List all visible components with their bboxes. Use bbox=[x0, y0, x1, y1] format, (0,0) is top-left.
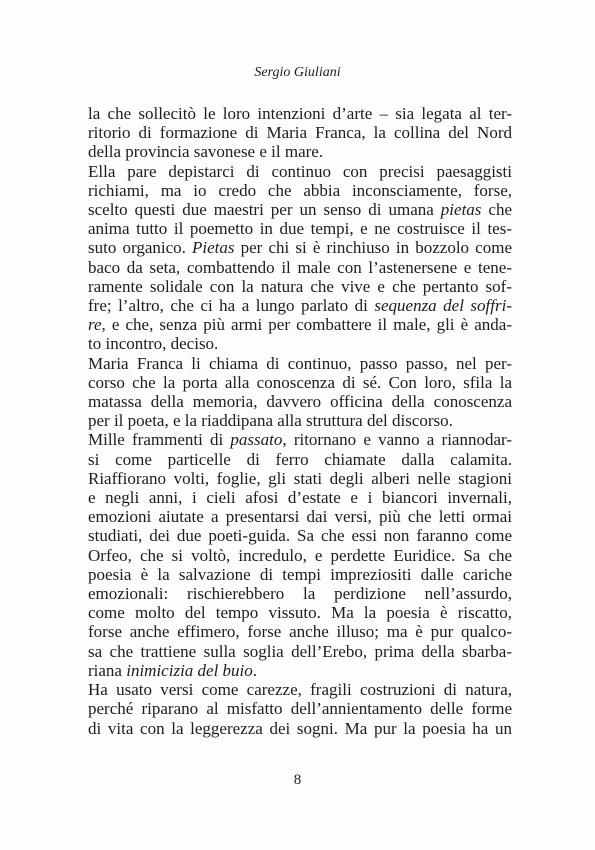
text-line bbox=[88, 238, 512, 257]
text-segment: emozioni aiutate a presentarsi dai versi, più che letti ormai bbox=[88, 507, 512, 527]
text-segment: suto organico. bbox=[88, 238, 193, 258]
text-segment: per chi si è rinchiuso in bozzolo come bbox=[234, 238, 512, 258]
text-line bbox=[88, 411, 512, 430]
text-line bbox=[88, 526, 512, 545]
text-line bbox=[88, 661, 512, 680]
italic-text: sequenza del soffri- bbox=[374, 296, 512, 316]
italic-text: inimicizia del buio bbox=[126, 660, 253, 680]
text-line bbox=[88, 354, 512, 373]
text-line bbox=[88, 104, 512, 123]
text-line bbox=[88, 507, 512, 526]
text-line bbox=[88, 200, 512, 219]
text-line bbox=[88, 469, 512, 488]
italic-text: Pietas bbox=[192, 238, 235, 258]
text-segment: baco da seta, combattendo il male con l’astenersene e tene- bbox=[88, 257, 512, 277]
text-line bbox=[88, 219, 512, 238]
text-line bbox=[88, 162, 512, 181]
text-segment: poesia è la salvazione di tempi impreziositi dalle cariche bbox=[88, 564, 512, 584]
text-line bbox=[88, 565, 512, 584]
text-segment: Mille frammenti di bbox=[88, 430, 231, 450]
text-segment: ritorio di formazione di Maria Franca, la collina del Nord bbox=[88, 123, 512, 143]
text-segment: Ha usato versi come carezze, fragili costruzioni di natura, bbox=[88, 680, 512, 700]
text-segment: che bbox=[481, 200, 512, 220]
text-segment: perché riparano al misfatto dell’annientamento delle forme bbox=[88, 699, 512, 719]
text-line bbox=[88, 603, 512, 622]
text-segment: la che sollecitò le loro intenzioni d’arte – sia legata al ter- bbox=[88, 104, 512, 123]
paragraph bbox=[88, 104, 512, 162]
text-line bbox=[88, 315, 512, 334]
text-segment: come molto del tempo vissuto. Ma la poesia è riscatto, bbox=[88, 603, 512, 623]
text-segment: Orfeo, che si voltò, incredulo, e perdette Euridice. Sa che bbox=[88, 545, 512, 565]
text-segment: emozionali: rischierebbero la perdizione nell’assurdo, bbox=[88, 584, 512, 604]
text-line bbox=[88, 430, 512, 449]
text-segment: della provincia savonese e il mare. bbox=[88, 142, 324, 162]
text-segment: . bbox=[252, 660, 258, 680]
text-line bbox=[88, 296, 512, 315]
text-line bbox=[88, 277, 512, 296]
text-line bbox=[88, 181, 512, 200]
body-text bbox=[88, 104, 512, 738]
page-number: 8 bbox=[293, 772, 302, 788]
text-segment: riana bbox=[88, 660, 127, 680]
text-line bbox=[88, 699, 512, 718]
text-segment: e negli anni, i cieli afosi d’estate e i biancori invernali, bbox=[88, 488, 512, 508]
text-segment: fre; l’altro, che ci ha a lungo parlato di bbox=[88, 296, 375, 316]
running-head: Sergio Giuliani bbox=[254, 65, 341, 80]
text-line bbox=[88, 642, 512, 661]
italic-text: passato bbox=[230, 430, 283, 450]
text-line bbox=[88, 680, 512, 699]
text-segment: to incontro, deciso. bbox=[88, 334, 219, 354]
text-segment: di vita con la leggerezza dei sogni. Ma pur la poesia ha un bbox=[88, 718, 512, 738]
text-segment: studiati, dei due poeti-guida. Sa che essi non faranno come bbox=[88, 526, 512, 546]
text-line bbox=[88, 719, 512, 738]
text-line bbox=[88, 334, 512, 353]
text-segment: Ella pare depistarci di continuo con precisi paesaggisti bbox=[88, 161, 512, 181]
text-segment: Maria Franca li chiama di continuo, passo passo, nel per- bbox=[88, 353, 512, 373]
text-line bbox=[88, 450, 512, 469]
text-segment: richiami, ma io credo che abbia inconsciamente, forse, bbox=[88, 180, 512, 200]
paragraph bbox=[88, 354, 512, 431]
text-segment: matassa della memoria, davvero officina della conoscenza bbox=[88, 392, 512, 412]
text-segment: si come particelle di ferro chiamate dalla calamita. bbox=[88, 449, 512, 469]
text-segment: , e che, senza più armi per combattere il male, gli è anda- bbox=[101, 315, 512, 335]
text-segment: corso che la porta alla conoscenza di sé. Con loro, sfila la bbox=[88, 372, 512, 392]
paragraph bbox=[88, 680, 512, 738]
text-line bbox=[88, 142, 512, 161]
text-segment: ramente solidale con la natura che vive e che pertanto sof- bbox=[88, 276, 512, 296]
text-line bbox=[88, 258, 512, 277]
text-line bbox=[88, 392, 512, 411]
text-line bbox=[88, 584, 512, 603]
text-segment: Riaffiorano volti, foglie, gli stati degli alberi nelle stagioni bbox=[88, 468, 512, 488]
text-segment: , ritornano e vanno a riannodar- bbox=[282, 430, 512, 450]
text-segment: scelto questi due maestri per un senso di umana bbox=[88, 200, 441, 220]
italic-text: pietas bbox=[440, 200, 482, 220]
paragraph bbox=[88, 430, 512, 680]
paragraph bbox=[88, 162, 512, 354]
text-segment: anima tutto il poemetto in due tempi, e ne costruisce il tes- bbox=[88, 219, 512, 239]
text-segment: sa che trattiene sulla soglia dell’Erebo, prima della sbarba- bbox=[88, 641, 512, 661]
text-line bbox=[88, 622, 512, 641]
text-segment: per il poeta, e la riaddipana alla struttura del discorso. bbox=[88, 411, 453, 431]
text-line bbox=[88, 546, 512, 565]
text-line bbox=[88, 488, 512, 507]
text-line bbox=[88, 123, 512, 142]
text-segment: forse anche effimero, forse anche illuso; ma è pur qualco- bbox=[88, 622, 512, 642]
text-line bbox=[88, 373, 512, 392]
italic-text: re bbox=[88, 315, 102, 335]
